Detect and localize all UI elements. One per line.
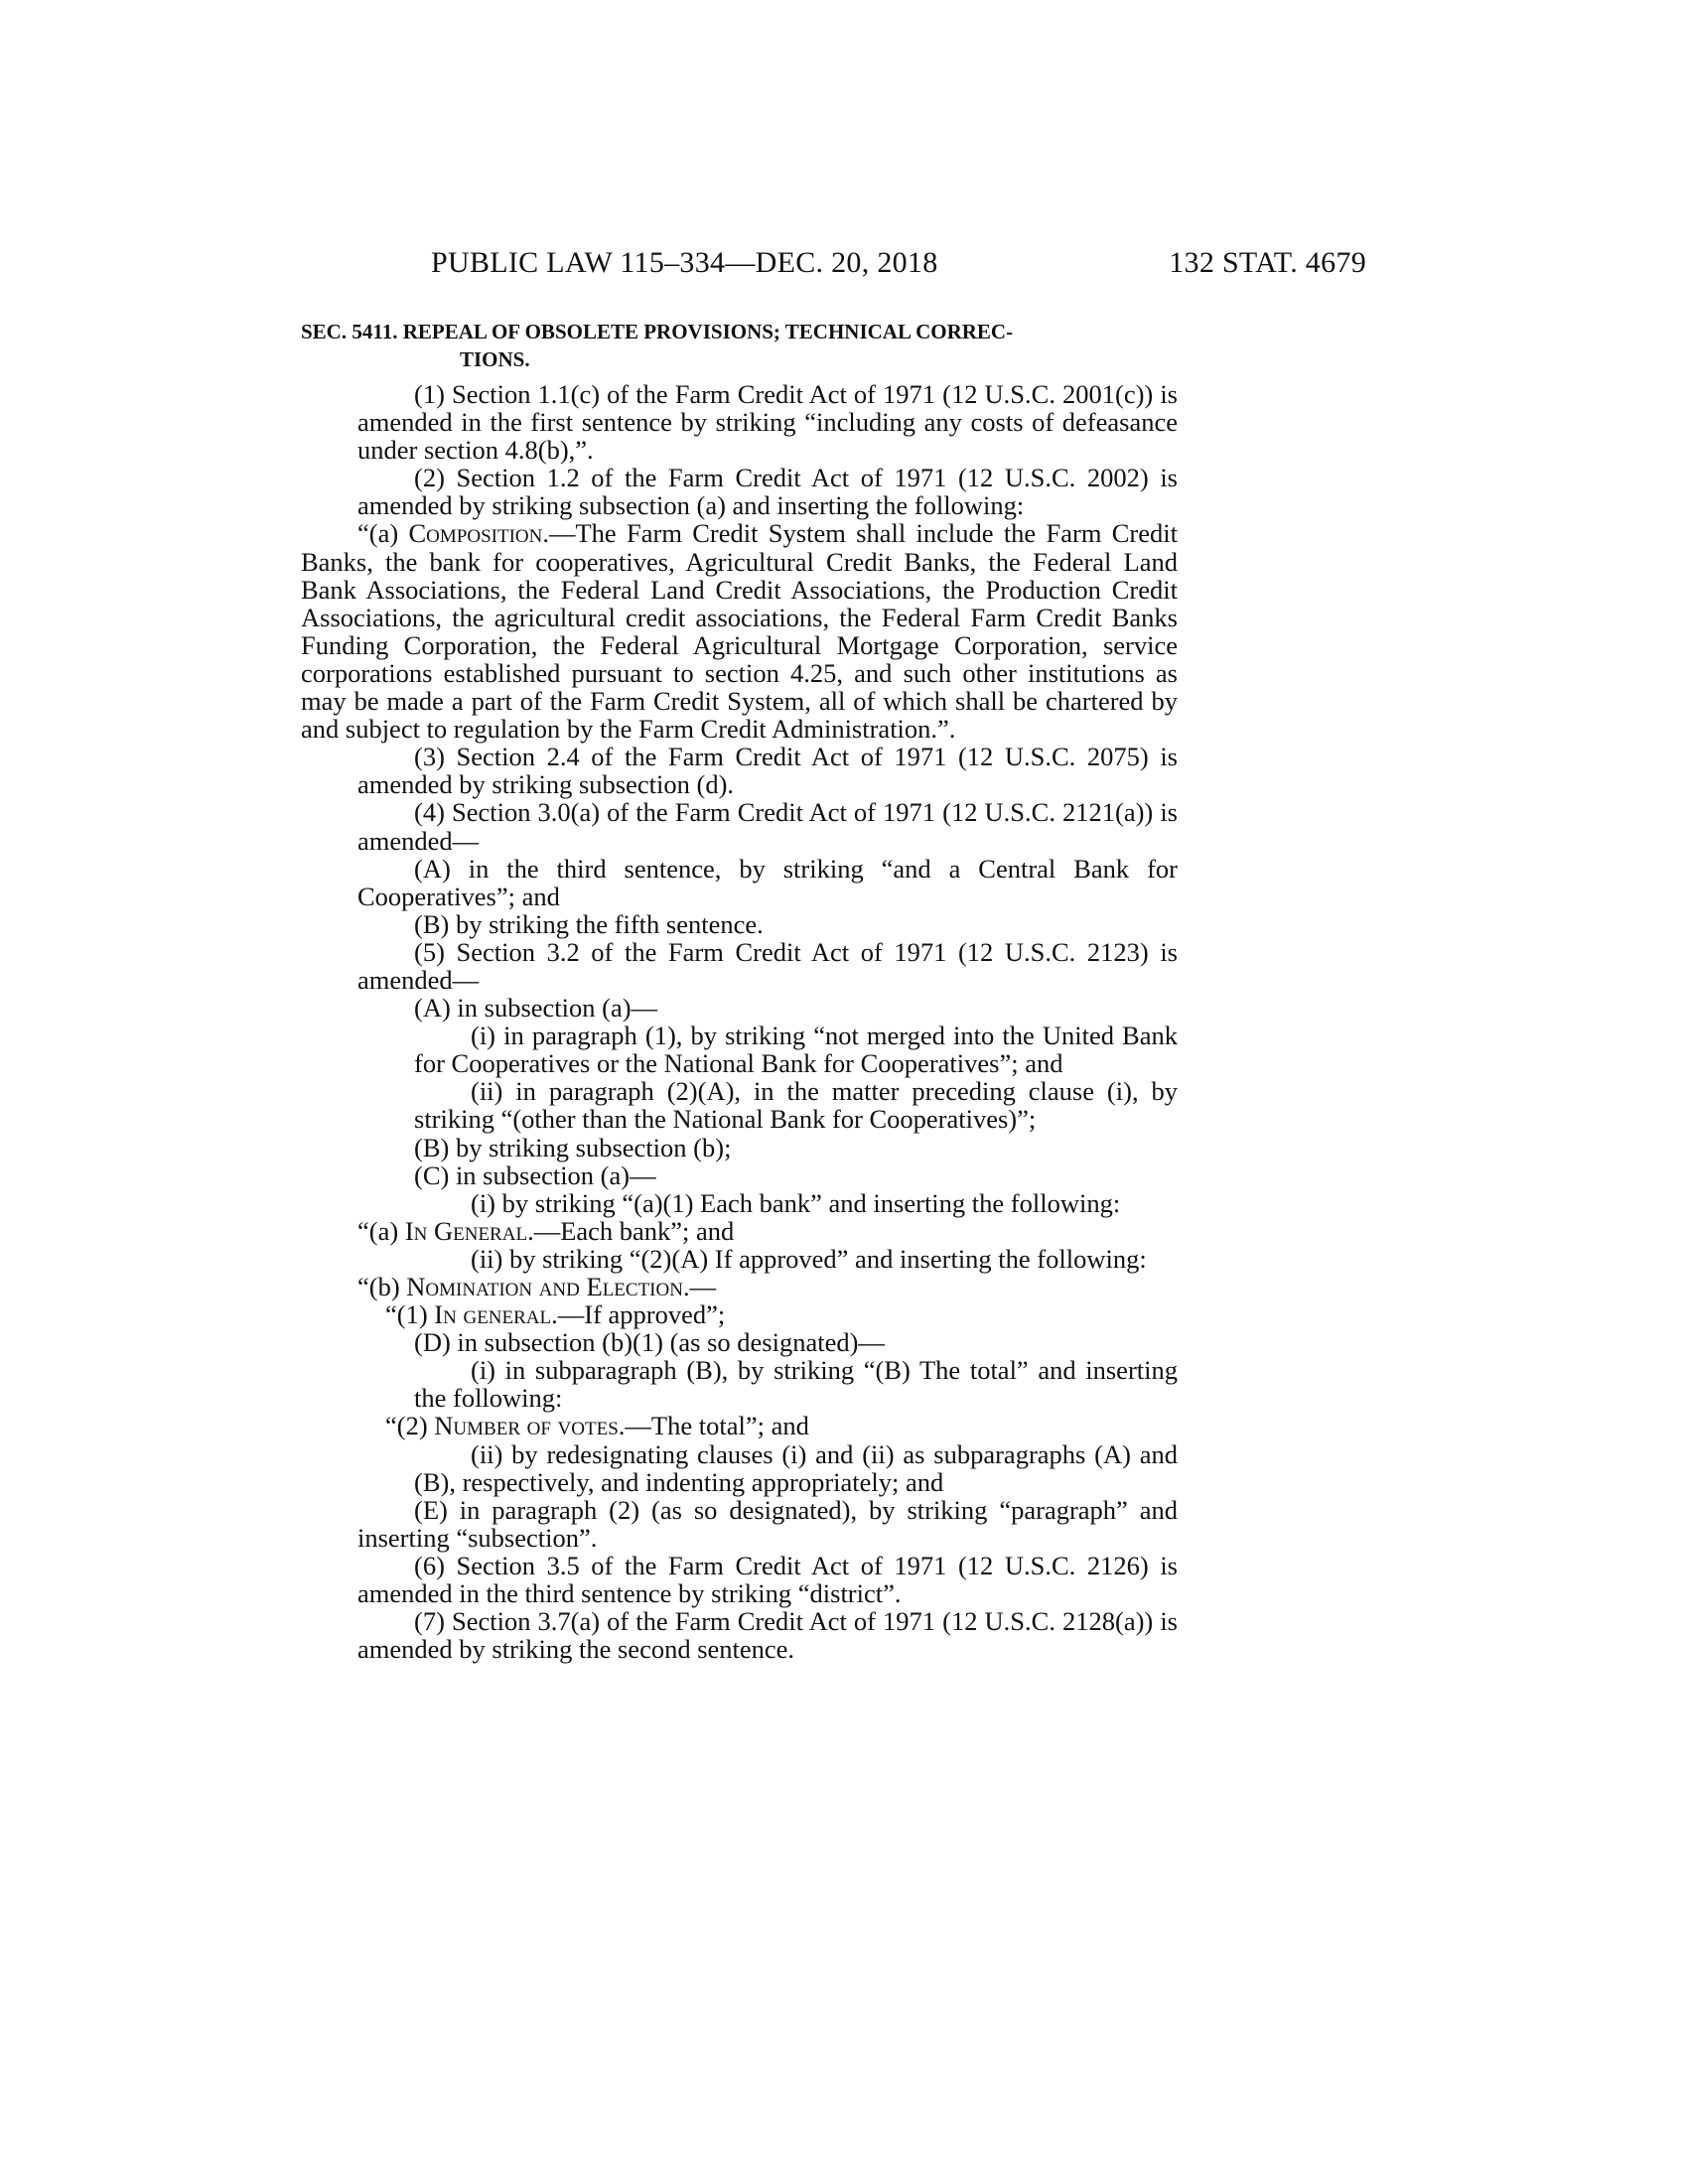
paragraph-6: (6) Section 3.5 of the Farm Credit Act of 1971 (12 U.S.C. 2126) is amended in the third sentence by striking “district”. <box>357 1550 1178 1609</box>
clause-5-C-i: (i) by striking “(a)(1) Each bank” and inserting the following: <box>471 1187 1121 1218</box>
quote-prefix: “(a) <box>357 518 409 549</box>
quoted-subsection-composition <box>301 519 1178 743</box>
paragraph-5-E: (E) in paragraph (2) (as so designated), by striking “paragraph” and inserting “subsection”. <box>357 1494 1178 1553</box>
quoted-subsection-nomination <box>301 1273 1178 1300</box>
quote-heading: Composition <box>408 518 543 549</box>
section-heading-line-2: TIONS. <box>460 347 530 371</box>
quote-heading: In general <box>434 1299 552 1330</box>
quote-text: .— <box>682 1272 717 1301</box>
quote-text: .—The total”; and <box>618 1411 809 1441</box>
quoted-paragraph-number-of-votes <box>301 1412 1178 1439</box>
quoted-subsection-in-general <box>301 1217 1178 1245</box>
paragraph-3: (3) Section 2.4 of the Farm Credit Act of 1971 (12 U.S.C. 2075) is amended by striking subsection (d). <box>357 742 1178 800</box>
quote-heading: Number of votes <box>434 1411 619 1441</box>
quote-prefix: “(1) <box>385 1299 435 1330</box>
paragraph-1: (1) Section 1.1(c) of the Farm Credit Act of 1971 (12 U.S.C. 2001(c)) is amended in the first sentence by striking “including any costs of defeasance under section 4.8(b),”. <box>357 379 1178 466</box>
quoted-paragraph-in-general <box>301 1300 1178 1328</box>
paragraph-5-D: (D) in subsection (b)(1) (as so designated)— <box>414 1327 885 1358</box>
clause-5-C-ii: (ii) by striking “(2)(A) If approved” and inserting the following: <box>471 1243 1147 1274</box>
quote-text: .—Each bank”; and <box>527 1215 735 1246</box>
clause-5-D-i: (i) in subparagraph (B), by striking “(B) The total” and inserting the following: <box>414 1355 1178 1414</box>
quote-prefix: “(a) <box>357 1215 405 1246</box>
section-heading <box>301 318 1195 373</box>
section-body <box>301 380 1178 1663</box>
paragraph-5: (5) Section 3.2 of the Farm Credit Act of 1971 (12 U.S.C. 2123) is amended— <box>357 936 1178 995</box>
paragraph-4-A <box>301 855 1178 910</box>
quote-prefix: “(2) <box>385 1411 435 1441</box>
stat-page-number: 132 STAT. 4679 <box>1169 246 1366 279</box>
paragraph-2: (2) Section 1.2 of the Farm Credit Act of 1971 (12 U.S.C. 2002) is amended by striking subsection (a) and inserting the following: <box>357 463 1178 521</box>
quote-text: .—The Farm Credit System shall include the Farm Credit Banks, the bank for cooperatives, Agricultural Credit Banks, the Federal Land Bank Associations, the Federal Land Credit Associations, the Production Credit Associations, the agricultural credit associations, the Federal Farm Credit Banks Funding Corporation, the Federal Agricultural Mortgage Corporation, service corporations established pursuant to section 4.25, and such other institutions as may be made a part of the Farm Credit System, all of which shall be chartered by and subject to regulation by the Farm Credit Administration.”. <box>301 518 1178 745</box>
paragraph-5-A: (A) in subsection (a)— <box>414 993 658 1024</box>
paragraph-4: (4) Section 3.0(a) of the Farm Credit Act of 1971 (12 U.S.C. 2121(a)) is amended— <box>357 797 1178 856</box>
quote-text: .—If approved”; <box>551 1299 726 1330</box>
paragraph-4-A-text: (A) in the third sentence, by striking “and a Central Bank for Cooperatives”; and <box>357 853 1178 911</box>
clause-5-A-i: (i) in paragraph (1), by striking “not merged into the United Bank for Cooperatives or the National Bank for Cooperatives”; and <box>414 1021 1178 1079</box>
paragraph-5-B: (B) by striking subsection (b); <box>414 1132 732 1162</box>
paragraph-4-B: (B) by striking the fifth sentence. <box>414 908 764 939</box>
quote-prefix: “(b) <box>357 1272 407 1301</box>
running-head-title: PUBLIC LAW 115–334—DEC. 20, 2018 <box>431 246 938 279</box>
clause-5-D-ii: (ii) by redesignating clauses (i) and (ii) as subparagraphs (A) and (B), respectively, and indenting appropriately; and <box>414 1438 1178 1497</box>
section-heading-line-1: SEC. 5411. REPEAL OF OBSOLETE PROVISIONS; TECHNICAL CORREC- <box>301 320 1014 343</box>
quote-heading: Nomination and Election <box>406 1272 683 1301</box>
paragraph-5-C: (C) in subsection (a)— <box>414 1160 656 1190</box>
quote-heading: In General <box>404 1215 528 1246</box>
paragraph-7: (7) Section 3.7(a) of the Farm Credit Act of 1971 (12 U.S.C. 2128(a)) is amended by striking the second sentence. <box>357 1606 1178 1665</box>
clause-5-A-ii: (ii) in paragraph (2)(A), in the matter preceding clause (i), by striking “(other than the National Bank for Cooperatives)”; <box>414 1076 1178 1135</box>
page-header <box>431 246 1366 286</box>
